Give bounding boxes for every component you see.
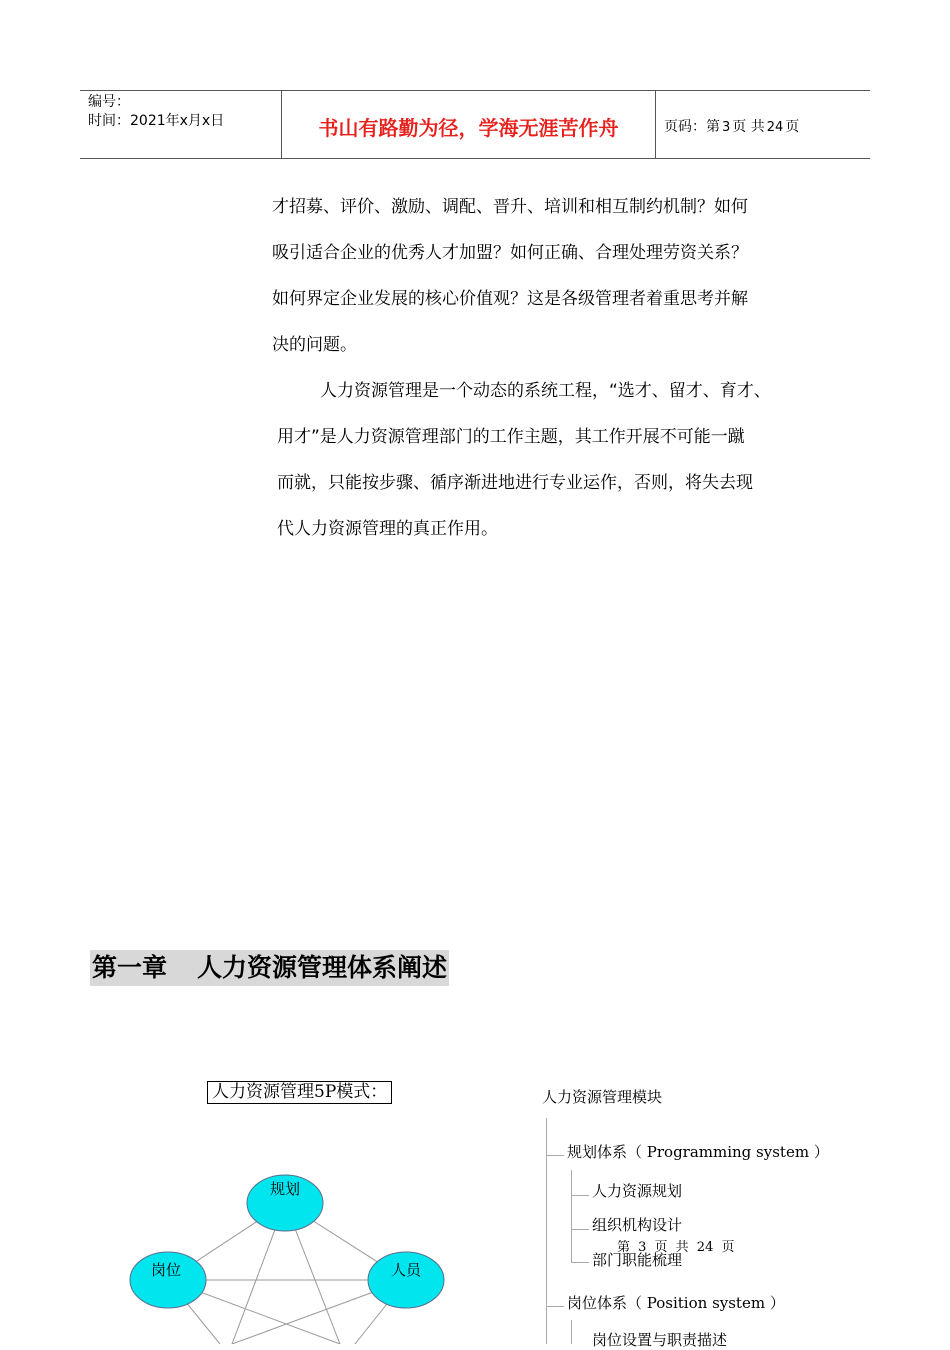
page-total: 24 xyxy=(766,120,784,135)
item-dept-functions: 部门职能梳理 xyxy=(592,1251,683,1269)
body-line: 人力资源管理是一个动态的系统工程，“选才、留才、育才、 xyxy=(320,381,771,401)
item-org-design: 组织机构设计 xyxy=(592,1216,683,1234)
body-line: 吸引适合企业的优秀人才加盟？如何正确、合理处理劳资关系？ xyxy=(272,243,748,263)
page-current: 3 xyxy=(722,120,731,135)
chapter-number: 第一章 xyxy=(92,953,168,982)
header-divider xyxy=(655,91,656,158)
page-mid: 页 共 xyxy=(732,119,765,135)
system-position: 岗位体系（ Position system ） xyxy=(567,1294,785,1312)
header-top-rule xyxy=(80,90,870,91)
header-bottom-rule xyxy=(80,158,870,159)
tree-sub-trunk xyxy=(571,1320,572,1344)
node-position xyxy=(130,1252,206,1308)
five-p-diagram xyxy=(110,1150,450,1344)
header-page-code xyxy=(664,116,799,136)
serial-label: 编号： xyxy=(88,94,130,110)
time-label: 时间：2021年x月x日 xyxy=(88,113,225,129)
body-line: 用才”是人力资源管理部门的工作主题，其工作开展不可能一蹴 xyxy=(277,427,745,447)
diagram-title: 人力资源管理5P模式： xyxy=(207,1081,392,1104)
node-label: 人员 xyxy=(390,1261,422,1279)
node-planning xyxy=(247,1175,323,1231)
item-hr-planning: 人力资源规划 xyxy=(592,1182,683,1200)
body-line: 决的问题。 xyxy=(272,335,357,355)
tree-branch xyxy=(571,1195,589,1196)
body-line: 才招募、评价、激励、调配、晋升、培训和相互制约机制？如何 xyxy=(272,197,748,217)
tree-sub-trunk xyxy=(571,1170,572,1262)
chapter-title: 人力资源管理体系阐述 xyxy=(197,953,448,982)
node-personnel xyxy=(368,1252,444,1308)
five-p-svg xyxy=(110,1150,450,1344)
header-meta xyxy=(88,93,224,131)
body-line: 如何界定企业发展的核心价值观？这是各级管理者着重思考并解 xyxy=(272,289,748,309)
node-label: 规划 xyxy=(269,1180,301,1198)
tree-branch xyxy=(571,1229,589,1230)
tree-trunk xyxy=(546,1118,547,1344)
header-motto: 书山有路勤为径，学海无涯苦作舟 xyxy=(318,116,619,140)
body-paragraphs xyxy=(272,184,842,552)
body-line: 代人力资源管理的真正作用。 xyxy=(277,519,498,539)
item-position-setup: 岗位设置与职责描述 xyxy=(592,1331,728,1349)
page-footer: 第 3 页 共 24 页 xyxy=(617,1240,735,1255)
modules-title: 人力资源管理模块 xyxy=(542,1088,663,1106)
tree-branch xyxy=(546,1155,564,1156)
node-label: 岗位 xyxy=(150,1261,182,1279)
tree-branch xyxy=(546,1306,564,1307)
body-line: 而就，只能按步骤、循序渐进地进行专业运作，否则，将失去现 xyxy=(277,473,753,493)
system-planning: 规划体系（ Programming system ） xyxy=(567,1143,829,1161)
chapter-heading xyxy=(90,950,449,986)
page-prefix: 页码：第 xyxy=(664,119,720,135)
page-suffix: 页 xyxy=(785,119,800,135)
tree-branch xyxy=(571,1262,589,1263)
